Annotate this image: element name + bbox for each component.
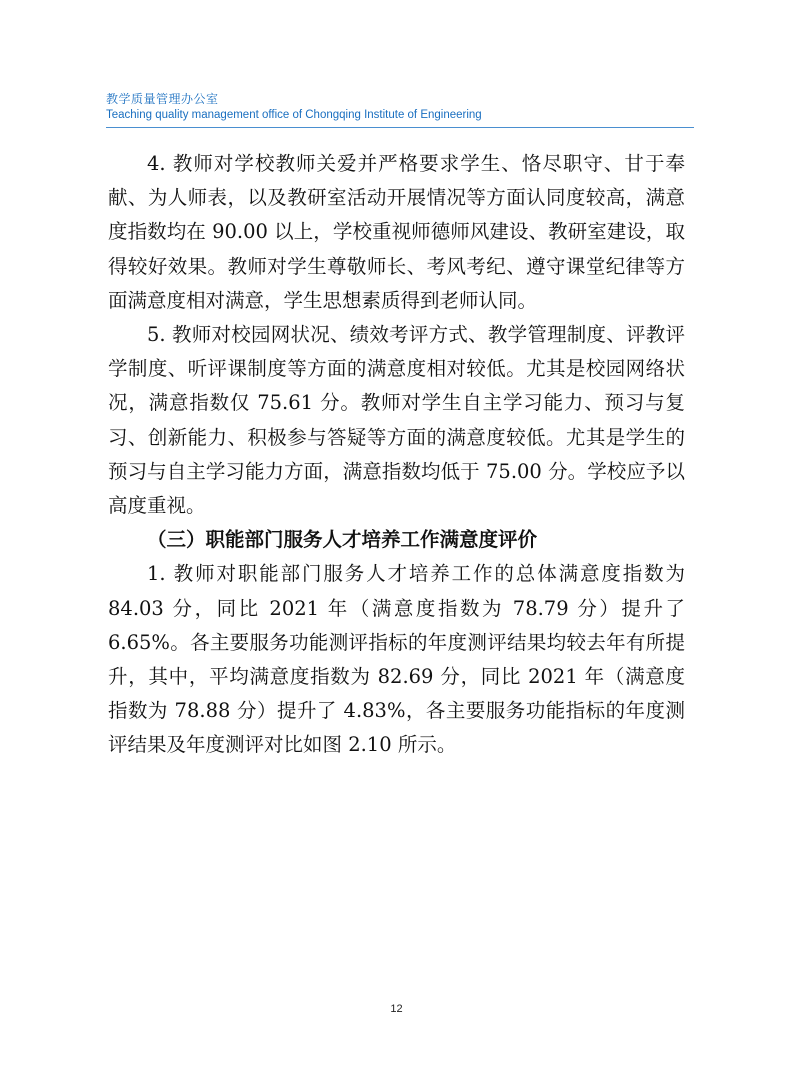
header-title-en: Teaching quality management office of Chongqing Institute of Engineering bbox=[106, 109, 482, 121]
paragraph-item-4: 4. 教师对学校教师关爱并严格要求学生、恪尽职守、甘于奉献、为人师表，以及教研室活动开展情况等方面认同度较高，满意度指数均在 90.00 以上，学校重视师德师风建设、教研室建设，取得较好效果。教师对学生尊敬师长、考风考纪、遵守课堂纪律等方面满意度相对满意，学生思想素质得到老师认同。 bbox=[108, 152, 685, 312]
paragraph-item-5: 5. 教师对校园网状况、绩效考评方式、教学管理制度、评教评学制度、听评课制度等方面的满意度相对较低。尤其是校园网络状况，满意指数仅 75.61 分。教师对学生自主学习能力、预习与复习、创新能力、积极参与答疑等方面的满意度较低。尤其是学生的预习与自主学习能力方面，满意指数均低于 75.00 分。学校应予以高度重视。 bbox=[108, 323, 685, 518]
paragraph-item-1: 1. 教师对职能部门服务人才培养工作的总体满意度指数为 84.03 分，同比 2021 年（满意度指数为 78.79 分）提升了 6.65%。各主要服务功能测评指标的年度测评结果均较去年有所提升，其中，平均满意度指数为 82.69 分，同比 2021 年（满意度指数为 78.88 分）提升了 4.83%，各主要服务功能指标的年度测评结果及年度测评对比如图 2.10 所示。 bbox=[108, 562, 685, 757]
header-title-cn: 教学质量管理办公室 bbox=[106, 92, 219, 106]
page-header bbox=[106, 92, 694, 121]
section-heading: （三）职能部门服务人才培养工作满意度评价 bbox=[147, 528, 538, 552]
document-body bbox=[108, 147, 685, 763]
header-divider bbox=[106, 127, 694, 128]
page-number: 12 bbox=[390, 1003, 403, 1015]
